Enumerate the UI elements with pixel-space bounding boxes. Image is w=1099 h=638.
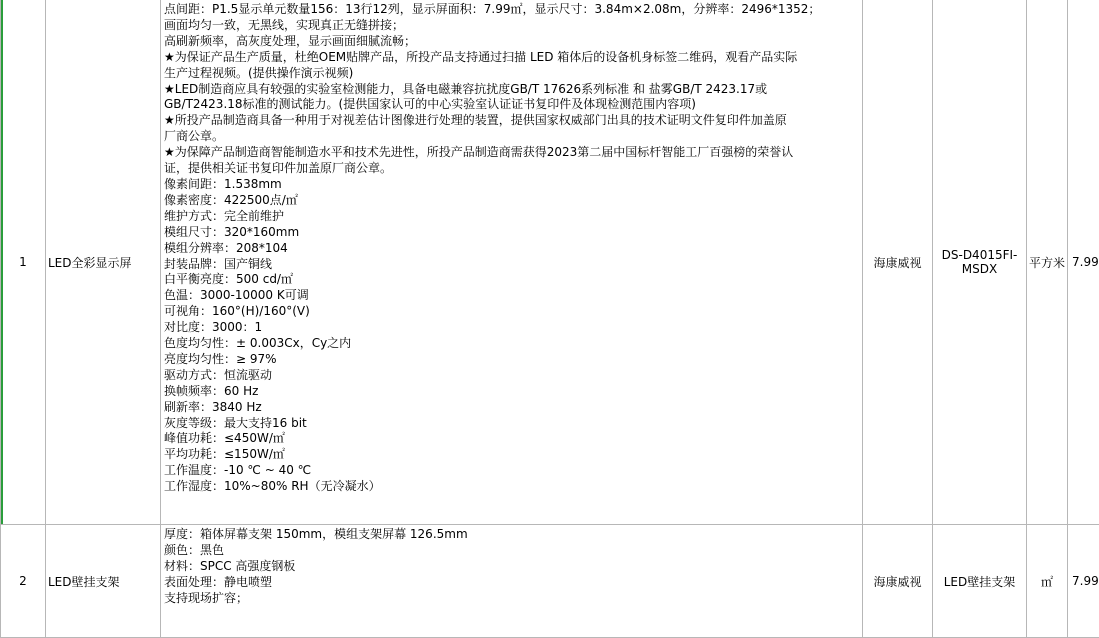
- item-number[interactable]: 2: [1, 525, 46, 638]
- spec-line: 维护方式：完全前维护: [164, 209, 859, 225]
- spec-line: 高刷新频率，高灰度处理，显示画面细腻流畅；: [164, 34, 859, 50]
- item-unit[interactable]: 平方米: [1027, 0, 1068, 525]
- spec-line: 像素间距：1.538mm: [164, 177, 859, 193]
- spec-line: 色温：3000-10000 K可调: [164, 288, 859, 304]
- item-quantity[interactable]: 7.99: [1068, 0, 1099, 525]
- spec-line: ★LED制造商应具有较强的实验室检测能力，具备电磁兼容抗扰度GB/T 17626系列标准 和 盐雾GB/T 2423.17或: [164, 82, 859, 98]
- spec-line: 工作温度：-10 ℃ ~ 40 ℃: [164, 463, 859, 479]
- spec-line: 刷新率：3840 Hz: [164, 400, 859, 416]
- table-row[interactable]: [1, 0, 1099, 525]
- item-model[interactable]: LED壁挂支架: [933, 525, 1027, 638]
- spec-line: 生产过程视频。(提供操作演示视频): [164, 66, 859, 82]
- item-brand[interactable]: 海康威视: [863, 0, 933, 525]
- spec-line: 白平衡亮度：500 cd/㎡: [164, 272, 859, 288]
- spec-line: 像素密度：422500点/㎡: [164, 193, 859, 209]
- spec-line: 对比度：3000：1: [164, 320, 859, 336]
- item-number[interactable]: 1: [1, 0, 46, 525]
- spec-line: 工作湿度：10%~80% RH（无冷凝水）: [164, 479, 859, 495]
- spec-line: ★为保障产品制造商智能制造水平和技术先进性，所投产品制造商需获得2023第二届中国标杆智能工厂百强榜的荣誉认: [164, 145, 859, 161]
- spec-line: 厚度：箱体屏幕支架 150mm，模组支架屏幕 126.5mm: [164, 527, 859, 543]
- spec-line: 材料：SPCC 高强度钢板: [164, 559, 859, 575]
- item-spec-lines: [164, 2, 859, 495]
- spec-line: 色度均匀性：± 0.003Cx，Cy之内: [164, 336, 859, 352]
- item-model[interactable]: DS-D4015FI-MSDX: [933, 0, 1027, 525]
- item-name[interactable]: LED全彩显示屏: [46, 0, 161, 525]
- spec-line: GB/T2423.18标准的测试能力。(提供国家认可的中心实验室认证证书复印件及体现检测范围内容项): [164, 97, 859, 113]
- spec-line: 表面处理：静电喷塑: [164, 575, 859, 591]
- spec-line: ★所投产品制造商具备一种用于对视差估计图像进行处理的装置，提供国家权威部门出具的技术证明文件复印件加盖原: [164, 113, 859, 129]
- spec-line: 换帧频率：60 Hz: [164, 384, 859, 400]
- spec-line: 画面均匀一致，无黑线，实现真正无缝拼接；: [164, 18, 859, 34]
- item-brand[interactable]: 海康威视: [863, 525, 933, 638]
- spec-line: 证，提供相关证书复印件加盖原厂商公章。: [164, 161, 859, 177]
- spec-line: 点间距：P1.5显示单元数量156：13行12列，显示屏面积：7.99㎡，显示尺寸：3.84m×2.08m，分辨率：2496*1352；: [164, 2, 859, 18]
- spec-line: 可视角：160°(H)/160°(V): [164, 304, 859, 320]
- item-quantity[interactable]: 7.99: [1068, 525, 1099, 638]
- spec-line: 灰度等级：最大支持16 bit: [164, 416, 859, 432]
- item-spec-cell[interactable]: [161, 0, 863, 525]
- item-unit[interactable]: ㎡: [1027, 525, 1068, 638]
- spec-line: ★为保证产品生产质量，杜绝OEM贴牌产品，所投产品支持通过扫描 LED 箱体后的设备机身标签二维码，观看产品实际: [164, 50, 859, 66]
- spec-line: 封装品牌：国产铜线: [164, 257, 859, 273]
- spec-line: 支持现场扩容；: [164, 591, 859, 607]
- spec-line: 峰值功耗：≤450W/㎡: [164, 431, 859, 447]
- spec-line: 颜色：黑色: [164, 543, 859, 559]
- spec-line: 模组尺寸：320*160mm: [164, 225, 859, 241]
- item-spec-lines: [164, 527, 859, 607]
- item-name[interactable]: LED壁挂支架: [46, 525, 161, 638]
- spec-line: 厂商公章。: [164, 129, 859, 145]
- spec-line: 模组分辨率：208*104: [164, 241, 859, 257]
- spec-line: 亮度均匀性：≥ 97%: [164, 352, 859, 368]
- spec-line: 驱动方式：恒流驱动: [164, 368, 859, 384]
- spec-line: 平均功耗：≤150W/㎡: [164, 447, 859, 463]
